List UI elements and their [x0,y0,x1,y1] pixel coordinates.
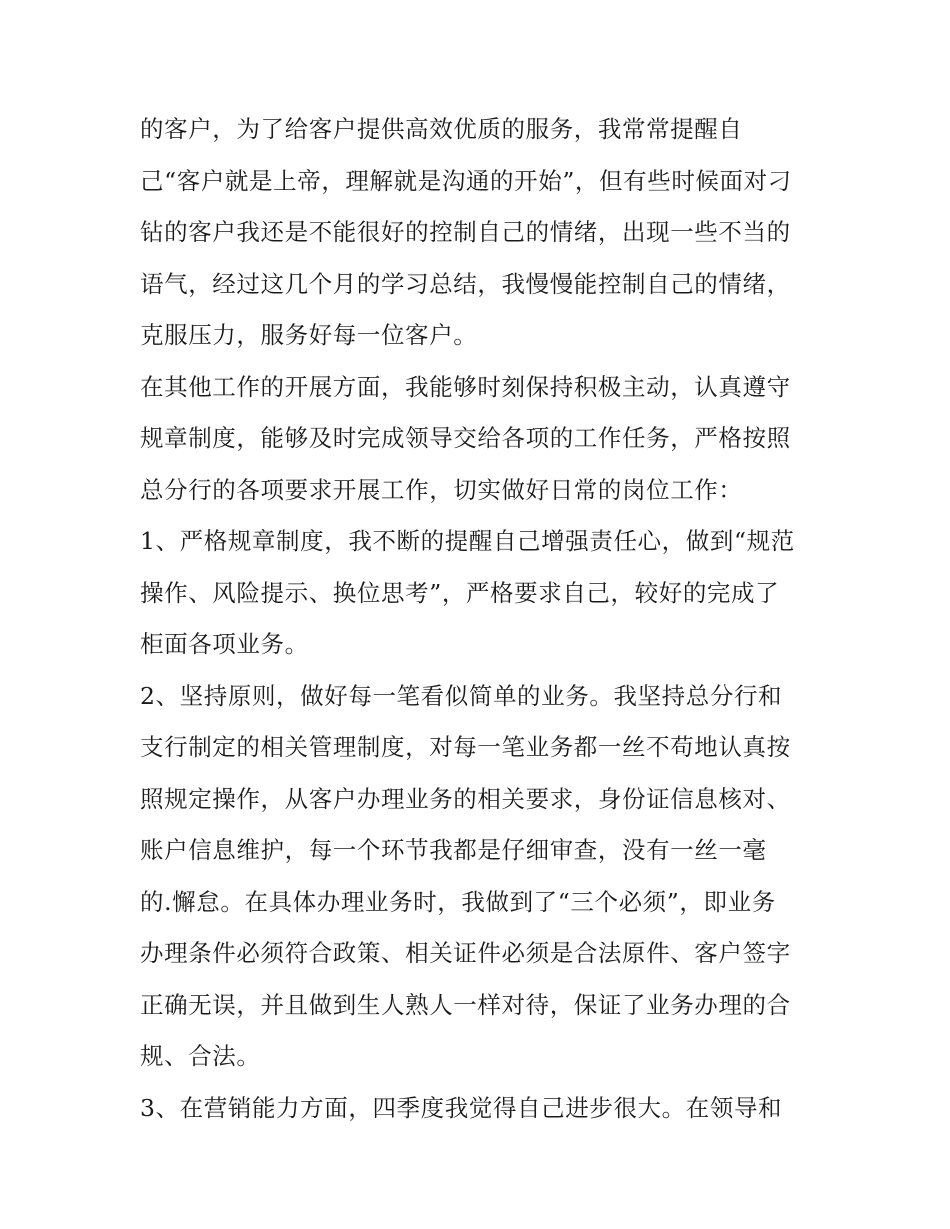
text-line: 操作、风险提示、换位思考”，严格要求自己，较好的完成了 [140,578,780,607]
text-line: 克服压力，服务好每一位客户。 [140,321,478,349]
text-line: 正确无误，并且做到生人熟人一样对待，保证了业务办理的合 [140,990,791,1019]
text-line: 办理条件必须符合政策、相关证件必须是合法原件、客户签字 [140,939,791,967]
text-line: 3、在营销能力方面，四季度我觉得自己进步很大。在领导和 [140,1093,783,1122]
text-line: 钻的客户我还是不能很好的控制自己的情绪，出现一些不当的 [140,218,791,246]
text-line: 的客户，为了给客户提供高效优质的服务，我常常提醒自 [140,115,743,143]
text-line: 支行制定的相关管理制度，对每一笔业务都一丝不苟地认真按 [140,733,791,761]
text-line: 己“客户就是上帝，理解就是沟通的开始”，但有些时候面对刁 [140,166,792,195]
text-line: 语气，经过这几个月的学习总结，我慢慢能控制自己的情绪， [140,269,791,298]
text-line: 2、坚持原则，做好每一笔看似简单的业务。我坚持总分行和 [140,681,783,710]
text-line: 规、合法。 [140,1042,261,1070]
text-line: 在其他工作的开展方面，我能够时刻保持积极主动，认真遵守 [140,372,791,401]
text-line: 总分行的各项要求开展工作，切实做好日常的岗位工作： [140,475,743,504]
text-line: 账户信息维护，每一个环节我都是仔细审查，没有一丝一毫 [140,836,767,864]
text-line: 照规定操作，从客户办理业务的相关要求，身份证信息核对、 [140,784,791,813]
text-line: 的.懈怠。在具体办理业务时，我做到了“三个必须”，即业务 [140,887,776,916]
text-line: 柜面各项业务。 [140,630,309,658]
document-body [140,104,820,1134]
text-line: 1、严格规章制度，我不断的提醒自己增强责任心，做到“规范 [140,527,795,555]
text-line: 规章制度，能够及时完成领导交给各项的工作任务，严格按照 [140,424,791,452]
